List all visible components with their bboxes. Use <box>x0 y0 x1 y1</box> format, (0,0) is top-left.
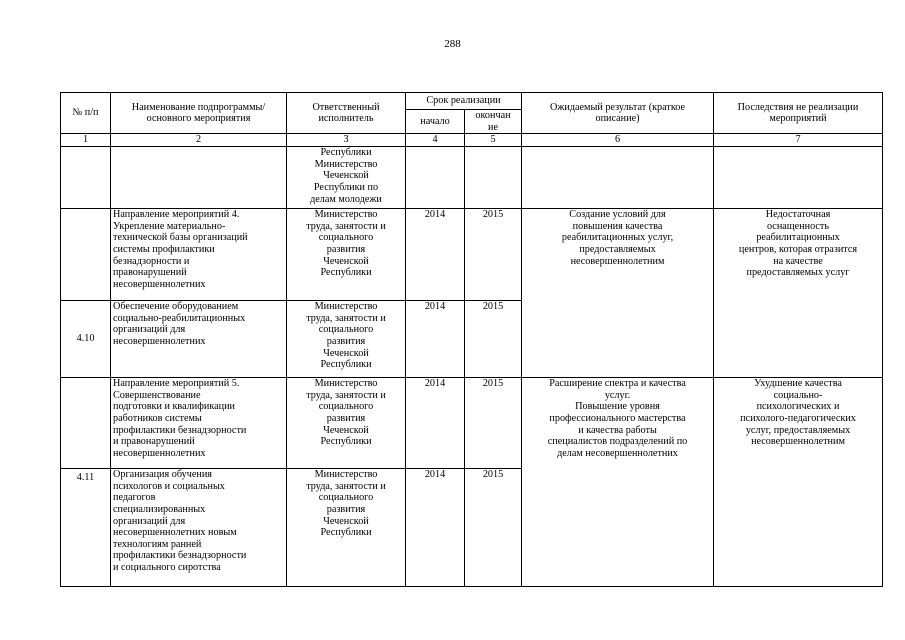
executor-cell: Министерство труда, занятости и социального развития Чеченской Республики <box>287 301 406 378</box>
start-year: 2014 <box>406 469 465 587</box>
table-row <box>61 147 883 209</box>
executor-cell: Министерство труда, занятости и социального развития Чеченской Республики <box>287 209 406 301</box>
start-year: 2014 <box>406 378 465 469</box>
table-row <box>61 378 883 469</box>
column-number: 6 <box>522 134 714 147</box>
end-year: 2015 <box>465 469 522 587</box>
header-start: начало <box>406 110 465 134</box>
row-number: 4.10 <box>61 301 111 378</box>
direction-4-name: Направление мероприятий 4. Укрепление материально- технической базы организаций системы профилактики безнадзорности и правонарушений несовершеннолетних <box>111 209 287 301</box>
consequence-cell: Недостаточная оснащенность реабилитационных центров, которая отразится на качестве предоставляемых услуг <box>714 209 883 378</box>
executor-cell: Министерство труда, занятости и социального развития Чеченской Республики <box>287 469 406 587</box>
column-number: 2 <box>111 134 287 147</box>
measure-name: Организация обучения психологов и социальных педагогов специализированных организаций для несовершеннолетних новым технологиям ранней профилактики безнадзорности и социального сиротства <box>111 469 287 587</box>
program-measures-table <box>60 92 883 587</box>
consequence-cell: Ухудшение качества социально- психологических и психолого-педагогических услуг, предоставляемых несовершеннолетним <box>714 378 883 587</box>
measure-name: Обеспечение оборудованием социально-реабилитационных организаций для несовершеннолетних <box>111 301 287 378</box>
column-number: 7 <box>714 134 883 147</box>
end-year: 2015 <box>465 301 522 378</box>
result-cell: Создание условий для повышения качества реабилитационных услуг, предоставляемых несовершеннолетним <box>522 209 714 378</box>
direction-5-name: Направление мероприятий 5. Совершенствование подготовки и квалификации работников системы профилактики безнадзорности и правонарушений несовершеннолетних <box>111 378 287 469</box>
column-number: 3 <box>287 134 406 147</box>
column-number: 4 <box>406 134 465 147</box>
header-end: окончан ие <box>465 110 522 134</box>
header-name: Наименование подпрограммы/ основного мероприятия <box>111 93 287 134</box>
header-period: Срок реализации <box>406 93 522 110</box>
end-year: 2015 <box>465 378 522 469</box>
row-number: 4.11 <box>61 469 111 587</box>
executor-cell: Республики Министерство Чеченской Республики по делам молодежи <box>287 147 406 209</box>
table-row <box>61 209 883 301</box>
start-year: 2014 <box>406 209 465 301</box>
header-num: № п/п <box>61 93 111 134</box>
header-executor: Ответственный исполнитель <box>287 93 406 134</box>
header-consequence: Последствия не реализации мероприятий <box>714 93 883 134</box>
column-number: 5 <box>465 134 522 147</box>
result-cell: Расширение спектра и качества услуг. Повышение уровня профессионального мастерства и качества работы специалистов подразделений по делам несовершеннолетних <box>522 378 714 587</box>
executor-cell: Министерство труда, занятости и социального развития Чеченской Республики <box>287 378 406 469</box>
page-number: 288 <box>444 38 461 50</box>
start-year: 2014 <box>406 301 465 378</box>
end-year: 2015 <box>465 209 522 301</box>
column-number: 1 <box>61 134 111 147</box>
header-result: Ожидаемый результат (краткое описание) <box>522 93 714 134</box>
